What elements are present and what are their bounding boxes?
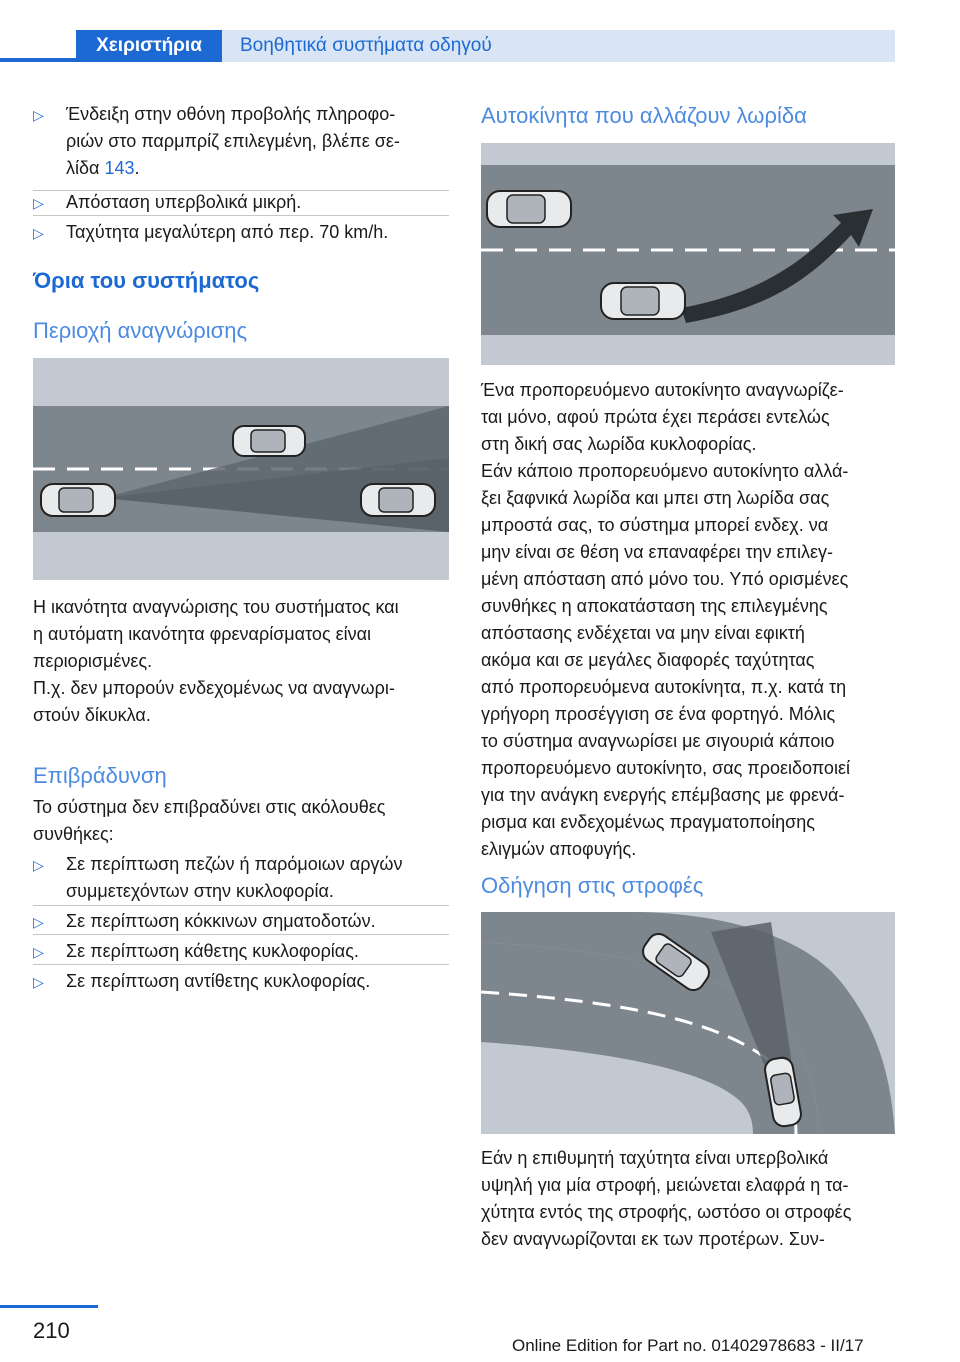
triangle-bullet-icon: ▷ bbox=[33, 914, 44, 930]
list-item-text: λίδα bbox=[66, 158, 105, 178]
section-tab: Βοηθητικά συστήματα οδηγού bbox=[222, 30, 895, 62]
car-icon bbox=[361, 484, 435, 516]
list-item: ▷ Σε περίπτωση κάθετης κυκλοφορίας. bbox=[33, 938, 449, 965]
chapter-tab: Χειριστήρια bbox=[76, 30, 222, 62]
edition-label: Online Edition for Part no. 01402978683 - II/17 bbox=[512, 1336, 864, 1355]
triangle-bullet-icon: ▷ bbox=[33, 107, 44, 123]
curve-driving-illustration bbox=[481, 912, 895, 1134]
paragraph: Εάν κάποιο προπορευόμενο αυτοκίνητο αλλά- ξει ξαφνικά λωρίδα και μπει στη λωρίδα σας μπροστά σας, το σύστημα μπορεί ενδεχ. να μην είναι σε θέση να επαναφέρει την επιλεγ- μένη απόσταση από μόνο του. Υπό ορισμένες συνθήκες η αποκατάσταση της επιλεγμένης απόστασης ενδέχεται να μην είναι εφικτή ακόμα και σε μεγάλες διαφορές ταχύτητας από προπορευόμενα αυτοκίνητα, π.χ. κατά τη γρήγορη προσέγγιση σε ένα φορτηγό. Μόλις το σύστημα αναγνωρίσει με σιγουριά κάποιο προπορευόμενο αυτοκίνητο, σας προειδοποιεί για την ανάγκη ενεργής επέμβασης με φρενά- ρισμα και ενδεχομένως πραγματοποίησης ελιγμών αποφυγής. bbox=[481, 461, 850, 859]
subsection-heading: Αυτοκίνητα που αλλάζουν λωρίδα bbox=[481, 103, 807, 128]
subsection-heading: Οδήγηση στις στροφές bbox=[481, 873, 704, 898]
detection-area-illustration bbox=[33, 358, 449, 580]
list-item: ▷ Ένδειξη στην οθόνη προβολής πληροφο- ριών στο παρμπρίζ επιλεγμένη, βλέπε σε- λίδα 143. bbox=[33, 104, 400, 178]
list-item: ▷ Σε περίπτωση κόκκινων σηματοδοτών. bbox=[33, 908, 449, 935]
list-item: ▷ Απόσταση υπερβολικά μικρή. bbox=[33, 189, 449, 216]
paragraph: Η ικανότητα αναγνώρισης του συστήματος και η αυτόματη ικανότητα φρεναρίσματος είναι περιορισμένες. bbox=[33, 597, 399, 671]
divider bbox=[33, 964, 449, 965]
page-header bbox=[0, 0, 960, 62]
lane-change-illustration bbox=[481, 143, 895, 365]
list-item: ▷ Σε περίπτωση αντίθετης κυκλοφορίας. bbox=[33, 968, 449, 995]
divider bbox=[33, 215, 449, 216]
page-number: 210 bbox=[33, 1318, 70, 1343]
divider bbox=[33, 934, 449, 935]
subsection-heading: Επιβράδυνση bbox=[33, 763, 167, 788]
triangle-bullet-icon: ▷ bbox=[33, 857, 44, 873]
page-link[interactable]: 143 bbox=[104, 158, 135, 178]
triangle-bullet-icon: ▷ bbox=[33, 195, 44, 211]
paragraph: Εάν η επιθυμητή ταχύτητα είναι υπερβολικά υψηλή για μία στροφή, μειώνεται ελαφρά η τα- χύτητα εντός της στροφής, ωστόσο οι στροφές δεν αναγνωρίζονται εκ των προτέρων. Συν- bbox=[481, 1148, 852, 1249]
triangle-bullet-icon: ▷ bbox=[33, 944, 44, 960]
list-item: ▷ Σε περίπτωση πεζών ή παρόμοιων αργών συμμετεχόντων στην κυκλοφορία. bbox=[33, 854, 403, 901]
divider bbox=[33, 905, 449, 906]
car-icon bbox=[41, 484, 115, 516]
subsection-heading: Περιοχή αναγνώρισης bbox=[33, 318, 248, 343]
lane-change-figure bbox=[481, 143, 895, 365]
car-icon bbox=[233, 426, 305, 456]
paragraph: Το σύστημα δεν επιβραδύνει στις ακόλουθες συνθήκες: bbox=[33, 797, 386, 844]
detection-area-figure bbox=[33, 358, 449, 580]
triangle-bullet-icon: ▷ bbox=[33, 225, 44, 241]
car-icon bbox=[601, 283, 685, 319]
footer-rule bbox=[0, 1305, 98, 1308]
triangle-bullet-icon: ▷ bbox=[33, 974, 44, 990]
curves-figure bbox=[481, 912, 895, 1134]
paragraph: Π.χ. δεν μπορούν ενδεχομένως να αναγνωρι- στούν δίκυκλα. bbox=[33, 678, 395, 725]
list-item: ▷ Ταχύτητα μεγαλύτερη από περ. 70 km/h. bbox=[33, 219, 449, 246]
paragraph: Ένα προπορευόμενο αυτοκίνητο αναγνωρίζε- ται μόνο, αφού πρώτα έχει περάσει εντελώς στη δική σας λωρίδα κυκλοφορίας. bbox=[481, 380, 844, 454]
car-icon bbox=[487, 191, 571, 227]
section-heading: Όρια του συστήματος bbox=[33, 268, 260, 293]
